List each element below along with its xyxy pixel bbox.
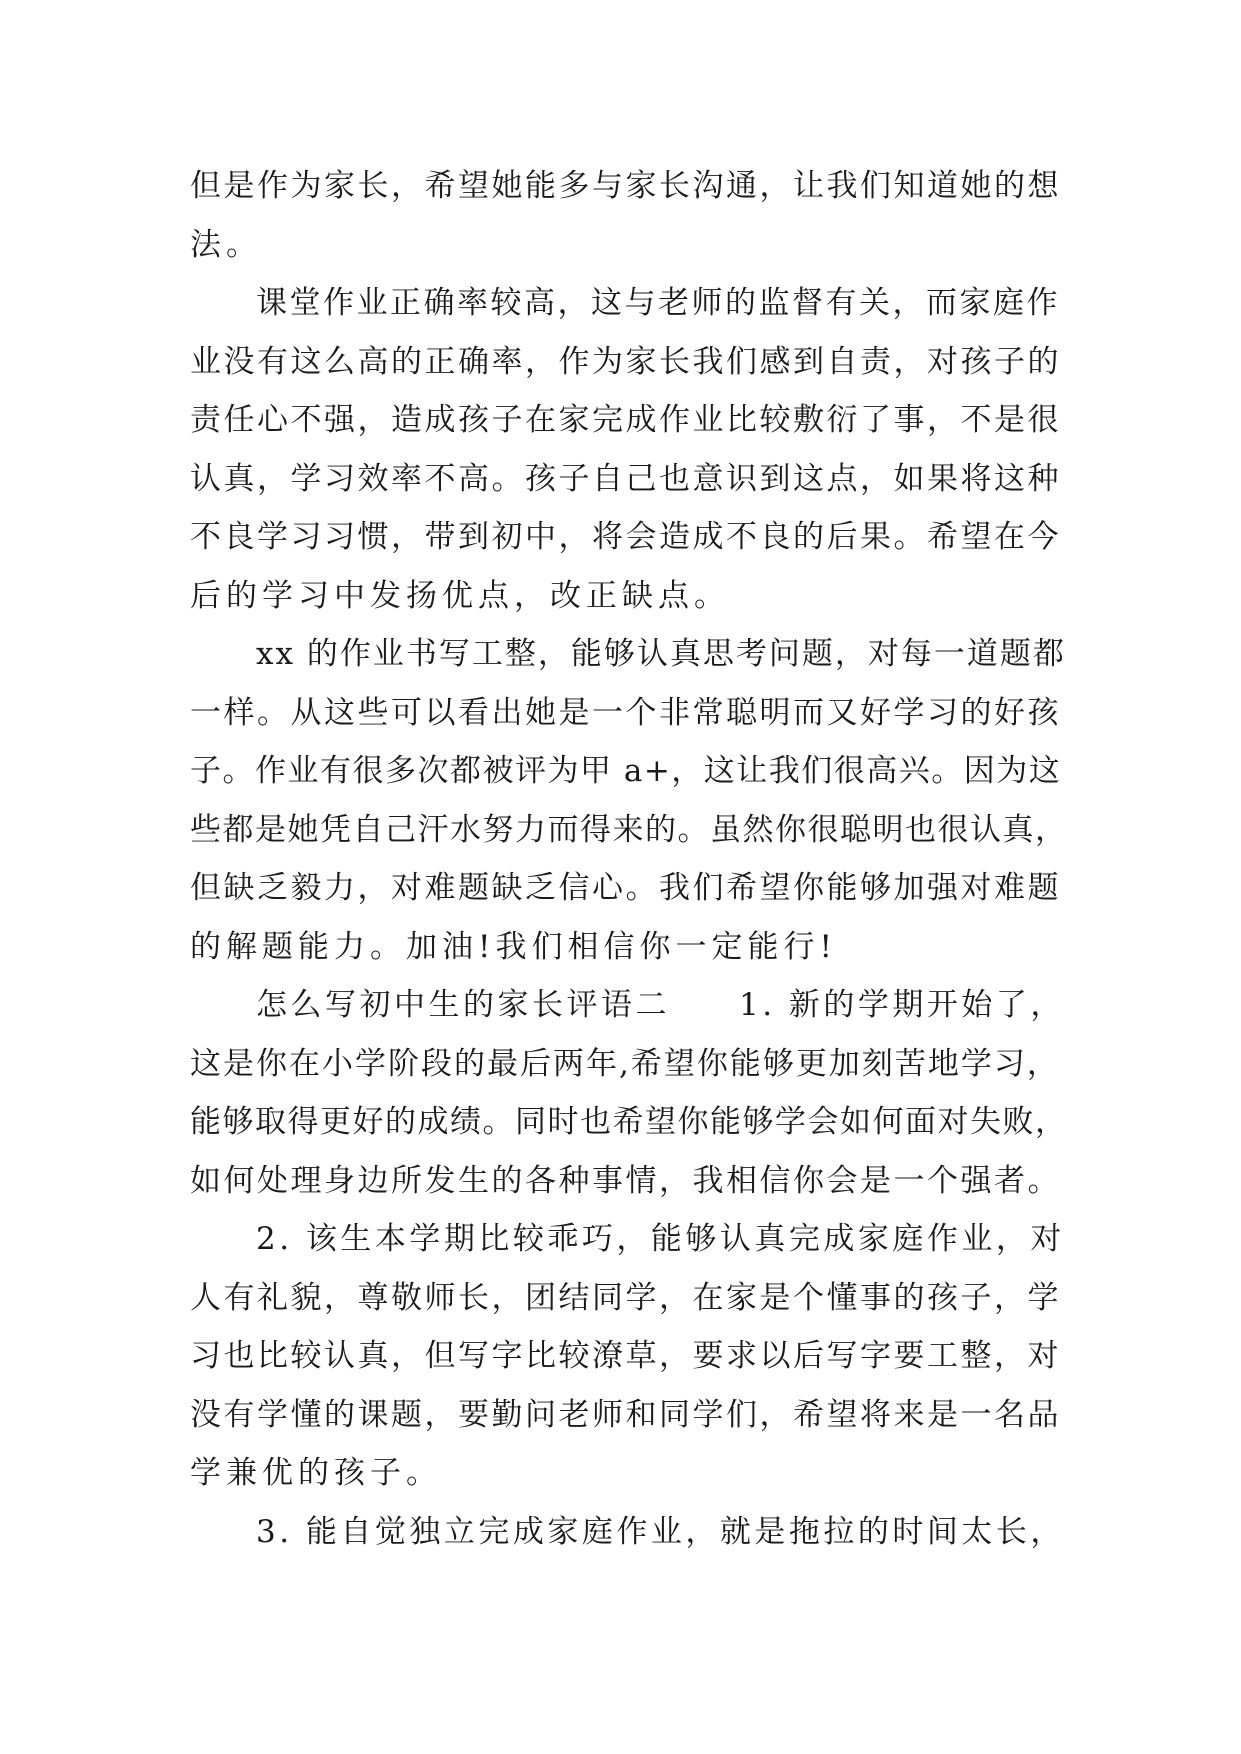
paragraph-4 [190, 976, 1070, 1210]
paragraph-2 [190, 274, 1070, 625]
text-line: 这是你在小学阶段的最后两年,希望你能够更加刻苦地学习， [190, 1045, 1060, 1082]
text-line: 能够取得更好的成绩。同时也希望你能够学会如何面对失败， [190, 1104, 1068, 1140]
text-line: 子。作业有很多次都被评为甲 a+，这让我们很高兴。因为这 [190, 753, 1062, 789]
text-line: 业没有这么高的正确率，作为家长我们感到自责，对孩子的 [190, 343, 1061, 380]
text-line: 2. 该生本学期比较乖巧，能够认真完成家庭作业，对 [256, 1221, 1065, 1257]
text-line: 但缺乏毅力，对难题缺乏信心。我们希望你能够加强对难题 [190, 870, 1061, 906]
text-line: 不良学习习惯，带到初中，将会造成不良的后果。希望在今 [190, 519, 1061, 555]
text-line: 责任心不强，造成孩子在家完成作业比较敷衍了事，不是很 [190, 402, 1061, 438]
text-line: 人有礼貌，尊敬师长，团结同学，在家是个懂事的孩子，学 [190, 1279, 1061, 1316]
text-line: 3. 能自觉独立完成家庭作业，就是拖拉的时间太长， [256, 1513, 1065, 1550]
paragraph-5 [190, 1210, 1070, 1503]
text-line: 些都是她凭自己汗水努力而得来的。虽然你很聪明也很认真， [190, 811, 1068, 848]
text-line: 后的学习中发扬优点，改正缺点。 [190, 577, 730, 614]
text-line: 没有学懂的课题，要勤问老师和同学们，希望将来是一名品 [190, 1396, 1061, 1433]
text-line: 但是作为家长，希望她能多与家长沟通，让我们知道她的想 [190, 168, 1061, 204]
text-line: 学兼优的孩子。 [190, 1455, 442, 1491]
text-line: 认真，学习效率不高。孩子自己也意识到这点，如果将这种 [190, 460, 1061, 497]
text-line: 法。 [190, 226, 262, 263]
text-line: 习也比较认真，但写字比较潦草，要求以后写字要工整，对 [190, 1338, 1061, 1374]
paragraph-1 [190, 157, 1070, 274]
text-line: 课堂作业正确率较高，这与老师的监督有关，而家庭作 [256, 285, 1060, 321]
text-line: 如何处理身边所发生的各种事情，我相信你会是一个强者。 [190, 1162, 1061, 1199]
text-line: xx 的作业书写工整，能够认真思考问题，对每一道题都 [256, 636, 1066, 672]
text-line: 的解题能力。加油!我们相信你一定能行! [190, 928, 837, 965]
text-line: 一样。从这些可以看出她是一个非常聪明而又好学习的好孩 [190, 694, 1061, 731]
paragraph-6 [190, 1503, 1070, 1562]
document-body [190, 157, 1070, 1561]
paragraph-3 [190, 625, 1070, 976]
text-line: 怎么写初中生的家长评语二 1. 新的学期开始了， [256, 987, 1065, 1023]
